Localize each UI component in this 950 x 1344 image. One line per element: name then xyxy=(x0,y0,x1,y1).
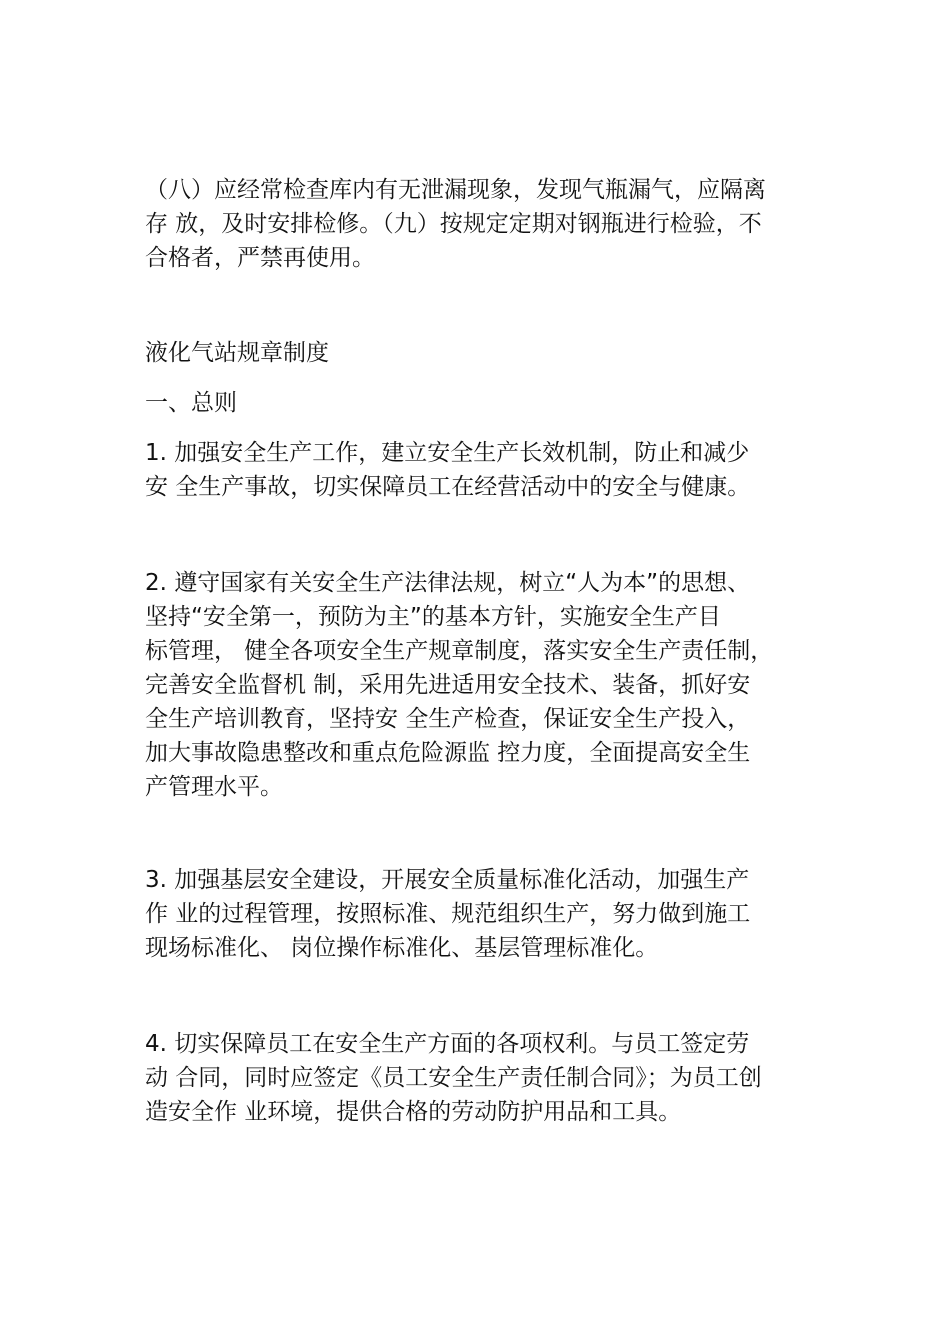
paragraph-3 xyxy=(145,863,825,965)
title-text: 液化气站规章制度 xyxy=(145,340,329,366)
text-line: 加大事故隐患整改和重点危险源监 控力度，全面提高安全生 xyxy=(145,740,751,766)
text-line: 2. 遵守国家有关安全生产法律法规，树立“人为本”的思想、 xyxy=(145,570,751,596)
document-title xyxy=(145,336,825,370)
text-line: 4. 切实保障员工在安全生产方面的各项权利。与员工签定劳 xyxy=(145,1031,750,1057)
text-line: 现场标准化、 岗位操作标准化、基层管理标准化。 xyxy=(145,935,659,961)
paragraph-intro xyxy=(145,173,825,275)
paragraph-1 xyxy=(145,436,825,504)
text-line: 动 合同，同时应签定《员工安全生产责任制合同》；为员工创 xyxy=(145,1065,762,1091)
paragraph-4 xyxy=(145,1027,825,1129)
text-line: 作 业的过程管理，按照标准、规范组织生产，努力做到施工 xyxy=(145,901,751,927)
text-line: 标管理， 健全各项安全生产规章制度，落实安全生产责任制， xyxy=(145,638,774,664)
text-line: 完善安全监督机 制，采用先进适用安全技术、装备，抓好安 xyxy=(145,672,751,698)
text-line: 3. 加强基层安全建设，开展安全质量标准化活动，加强生产 xyxy=(145,867,750,893)
text-line: 1. 加强安全生产工作，建立安全生产长效机制，防止和减少 xyxy=(145,440,750,466)
text-line: 坚持“安全第一，预防为主”的基本方针，实施安全生产目 xyxy=(145,604,721,630)
section-heading xyxy=(145,386,825,420)
text-line: 安 全生产事故，切实保障员工在经营活动中的安全与健康。 xyxy=(145,474,751,500)
paragraph-2 xyxy=(145,566,825,804)
section-heading-text: 一、总则 xyxy=(145,390,237,416)
text-line: （八）应经常检查库内有无泄漏现象，发现气瓶漏气，应隔离 xyxy=(145,177,766,203)
text-line: 存 放，及时安排检修。（九）按规定定期对钢瓶进行检验，不 xyxy=(145,211,762,237)
text-line: 合格者，严禁再使用。 xyxy=(145,245,375,271)
text-line: 造安全作 业环境，提供合格的劳动防护用品和工具。 xyxy=(145,1099,682,1125)
text-line: 产管理水平。 xyxy=(145,774,283,800)
text-line: 全生产培训教育，坚持安 全生产检查，保证安全生产投入， xyxy=(145,706,751,732)
